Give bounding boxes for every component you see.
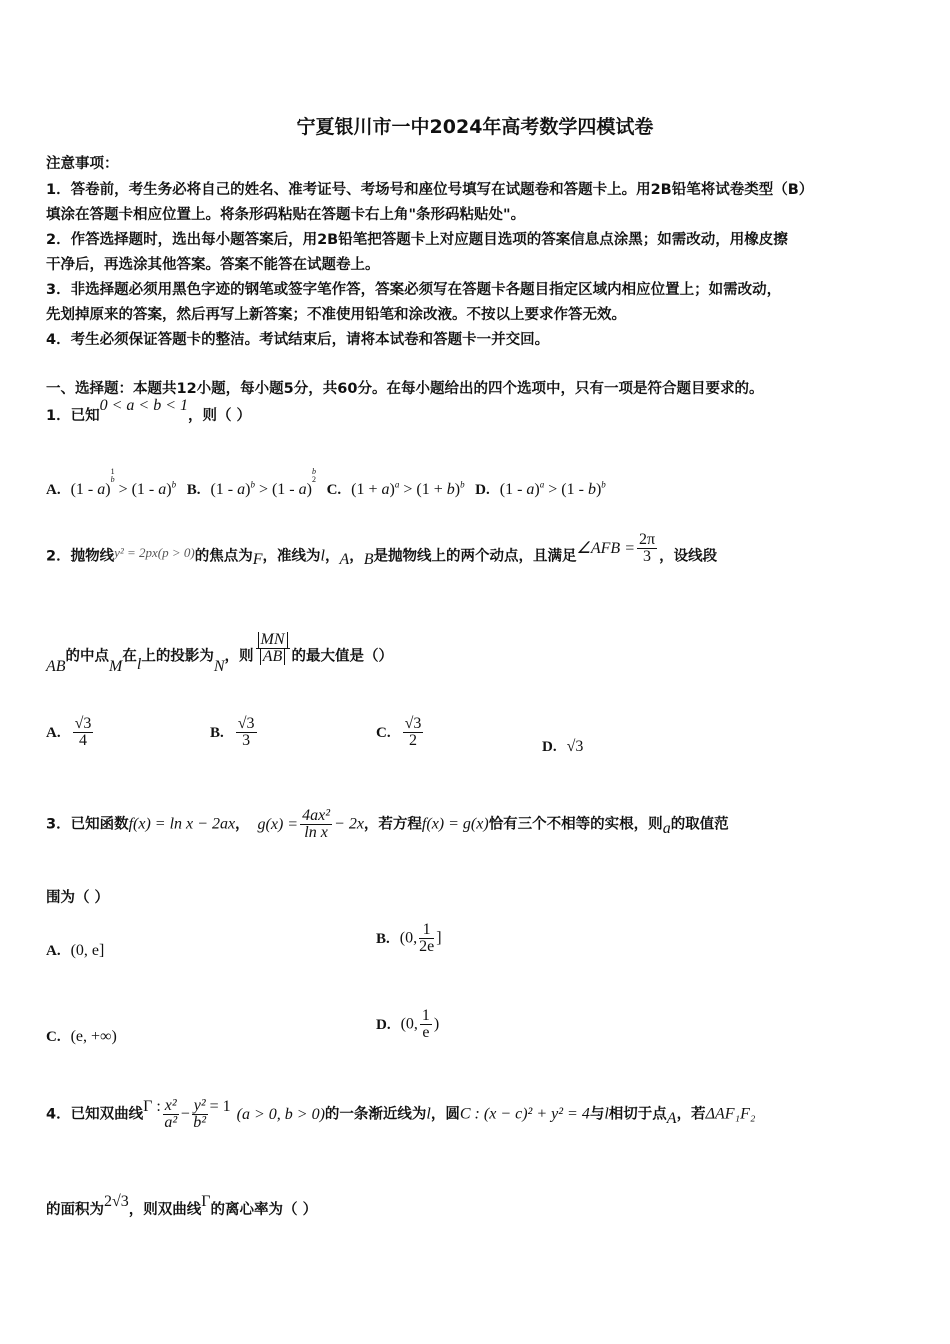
question-1-options: A. (1 - a)$^{1 b}$ > (1 - a)$^b$ B. (1 - a)$^b$ > (1 - a)$^{b 2}$ C. $(1 + a)^a > (1 + b)^b$ D. (1 - a)$^a$ > (1 - b)$^b$ [46, 467, 606, 499]
notice-line: 2．作答选择题时，选出每小题答案后，用2B铅笔把答题卡上对应题目选项的答案信息点涂黑；如需改动，用橡皮擦 [46, 232, 788, 248]
section-heading: 一、选择题：本题共12小题，每小题5分，共60分。在每小题给出的四个选项中，只有一项是符合题目要求的。 [46, 381, 764, 397]
question-3-line-2: 围为（ ） [46, 890, 110, 906]
question-3-option-b: B. (0, $\frac{1}{2e}$ ] [376, 921, 442, 955]
notice-line: 1．答卷前，考生务必将自己的姓名、准考证号、考场号和座位号填写在试题卷和答题卡上。用2B铅笔将试卷类型（B） [46, 182, 814, 198]
question-3-option-a: A. (0, e] [46, 942, 105, 959]
question-2-option-c: C. $\frac{√3}{2}$ [376, 715, 422, 749]
question-2-option-a: A. $\frac{√3}{4}$ [46, 715, 92, 749]
page-title: 宁夏银川市一中2024年高考数学四模试卷 [296, 116, 654, 138]
question-3-option-d: D. (0, $\frac{1}{e}$ ) [376, 1007, 440, 1041]
notice-line: 干净后，再选涂其他答案。答案不能答在试题卷上。 [46, 257, 380, 273]
question-3-option-c: C. (e, +∞) [46, 1028, 117, 1045]
notice-line: 先划掉原来的答案，然后再写上新答案；不准使用铅笔和涂改液。不按以上要求作答无效。 [46, 307, 626, 323]
question-2-option-b: B. $\frac{√3}{3}$ [210, 715, 255, 749]
question-4-line-1: 4．已知双曲线Γ : $\frac{\text{x²}}{\text{a²}}$ − $\frac{\text{y²}}{\text{b²}}$ = 1 (a > 0, b > 0)的一条渐近线为l，圆C : (x − c)² + y² = 4与l相切于点A，若ΔAF₁F₂ [46, 1097, 756, 1131]
question-4-line-2: 的面积为2√3，则双曲线Γ的离心率为（ ） [46, 1193, 318, 1218]
question-1: 1．已知0 < a < b < 1，则（ ） [46, 397, 252, 424]
notice-line: 3．非选择题必须用黑色字迹的钢笔或签字笔作答，答案必须写在答题卡各题目指定区域内相应位置上；如需改动， [46, 282, 782, 298]
notice-heading: 注意事项： [46, 156, 119, 172]
question-3-line-1: 3．已知函数f(x) = ln x − 2ax， g(x) = $\frac{\text{4ax²}}{\text{ln x}}$ − 2x，若方程f(x) = g(x)恰有三个不相等的实根，则a的取值范 [46, 807, 729, 841]
question-2-line-1: 2．抛物线y² = 2px(p > 0)的焦点为F，准线为l，A，B是抛物线上的两个动点，且满足∠AFB = $\frac{2\pi}{3}$ ，设线段 [46, 531, 718, 568]
question-2-line-2: AB的中点M在l上的投影为N，则 $\frac{MN}{AB}$ 的最大值是（） [46, 631, 393, 675]
notice-line: 填涂在答题卡相应位置上。将条形码粘贴在答题卡右上角"条形码粘贴处"。 [46, 207, 526, 223]
question-2-option-d: D. √3 [542, 738, 584, 755]
notice-line: 4．考生必须保证答题卡的整洁。考试结束后，请将本试卷和答题卡一并交回。 [46, 332, 550, 348]
